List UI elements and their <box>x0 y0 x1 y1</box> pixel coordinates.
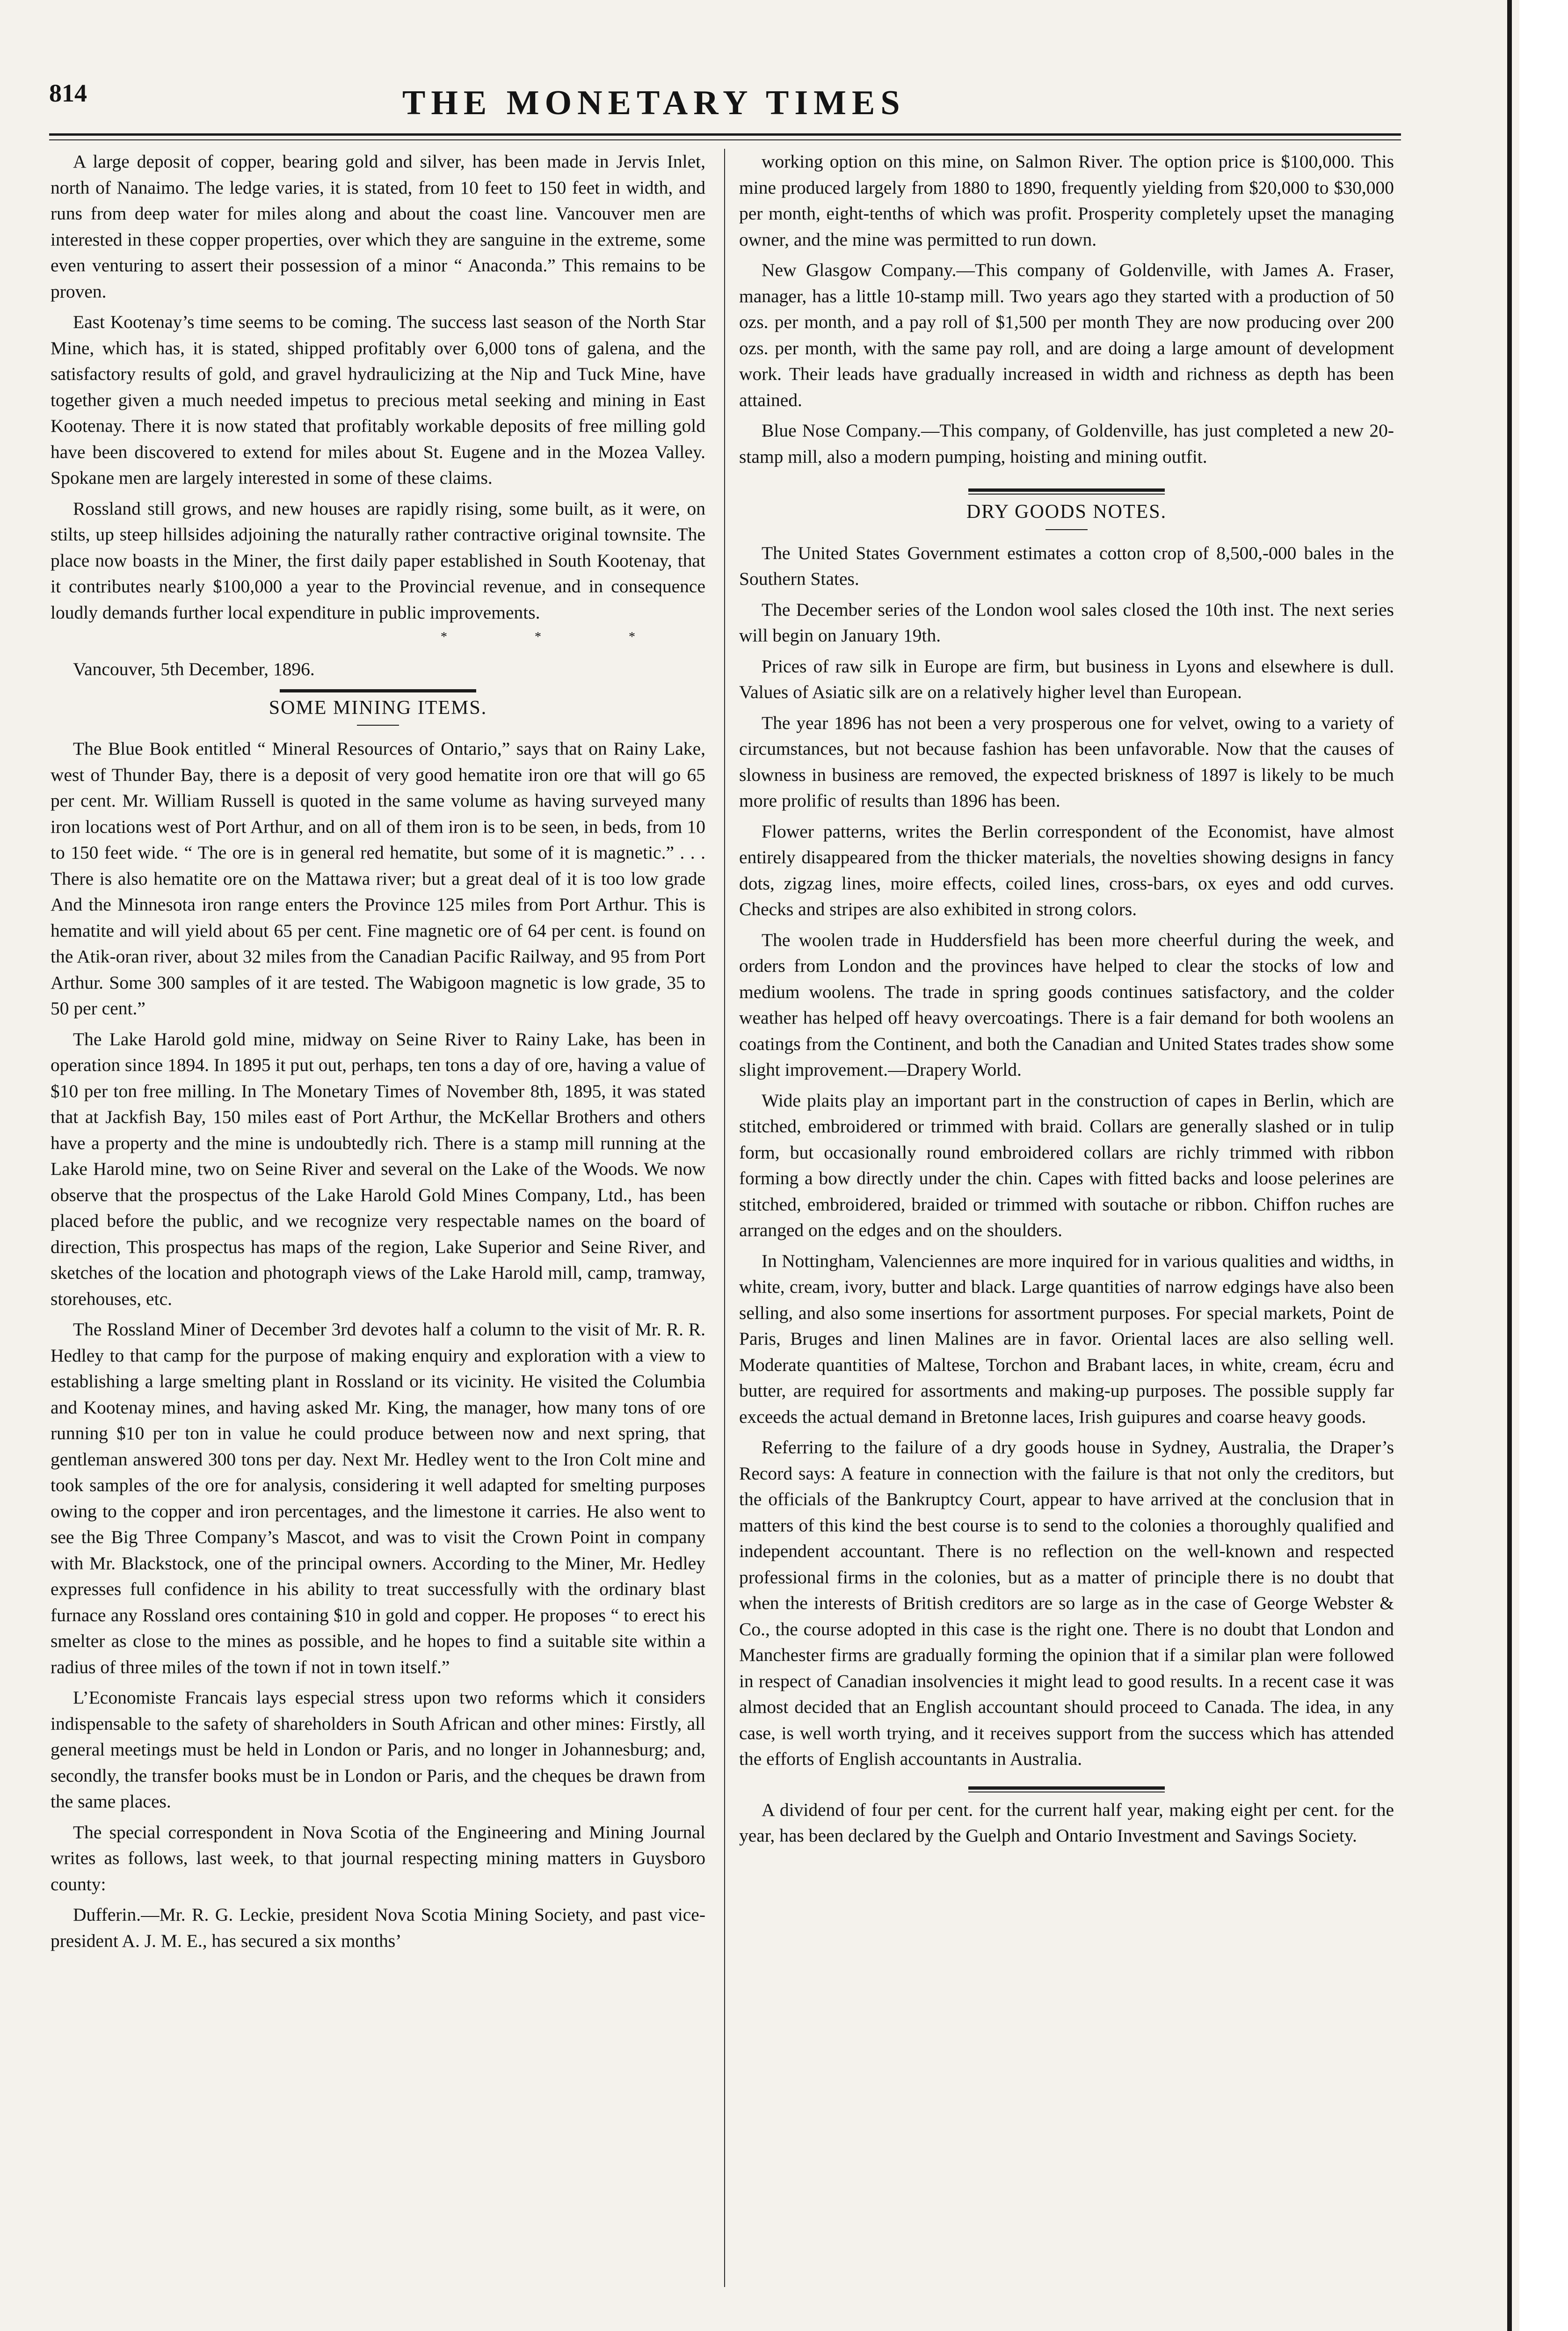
article-paragraph: working option on this mine, on Salmon River. The option price is $100,000. This mine produced largely from 1880 to 1890, frequently yielding from $20,000 to $30,000 per month, eight-tenths of which was profit. Prosperity completely upset the managing owner, and the mine was permitted to run down. <box>739 151 1394 250</box>
article-paragraph: The Blue Book entitled “ Mineral Resources of Ontario,” says that on Rainy Lake, west of Thunder Bay, there is a deposit of very good hematite iron ore that will go 65 per cent. Mr. William Russell is quoted in the same volume as having surveyed many iron locations west of Port Arthur, and on all of them iron is to be seen, in beds, from 10 to 150 feet wide. “ The ore is in general red hematite, but some of it is magnetic.” . . . There is also hematite ore on the Mattawa river; but a great deal of it is too low grade And the Minnesota iron range enters the Province 125 miles from Port Arthur. This is hematite and will yield about 65 per cent. Fine magnetic ore of 64 per cent. is found on the Atik-oran river, about 32 miles from the Canadian Pacific Railway, and 95 from Port Arthur. Some 300 samples of it are tested. The Wabigoon magnetic is low grade, 35 to 50 per cent.” <box>51 738 705 1019</box>
left-column <box>51 149 705 1959</box>
header-rule <box>49 133 1401 136</box>
article-paragraph: Wide plaits play an important part in the construction of capes in Berlin, which are stitched, embroidered or trimmed with braid. Collars are generally slashed or in tulip form, but occasionally round embroidered collars are richly trimmed with ribbon forming a bow directly under the chin. Capes with fitted backs and loose pelerines are stitched, embroidered, braided or trimmed with soutache or ribbon. Chiffon ruches are arranged on the edges and on the shoulders. <box>739 1090 1394 1240</box>
article-paragraph: Dufferin.—Mr. R. G. Leckie, president Nova Scotia Mining Society, and past vice-president A. J. M. E., has secured a six months’ <box>51 1904 705 1951</box>
article-paragraph: A dividend of four per cent. for the current half year, making eight per cent. for the year, has been declared by the Guelph and Ontario Investment and Savings Society. <box>739 1799 1394 1846</box>
article-paragraph: New Glasgow Company.—This company of Goldenville, with James A. Fraser, manager, has a little 10-stamp mill. Two years ago they started with a production of 50 ozs. per month, and a pay roll of $1,500 per month They are now producing over 200 ozs. per month, with the same pay roll, and are doing a large amount of development work. Their leads have gradually increased in width and richness as depth has been attained. <box>739 260 1394 410</box>
article-paragraph: In Nottingham, Valenciennes are more inquired for in various qualities and widths, in white, cream, ivory, butter and black. Large quantities of narrow edgings have also been selling, and also some insertions for assortment purposes. For special markets, Point de Paris, Bruges and linen Malines are in favor. Oriental laces are also selling well. Moderate quantities of Maltese, Torchon and Brabant laces, in white, cream, écru and butter, are required for assortments and making-up purposes. The possible supply far exceeds the actual demand in Bretonne laces, Irish guipures and coarse heavy goods. <box>739 1250 1394 1427</box>
article-paragraph: Prices of raw silk in Europe are firm, but business in Lyons and elsewhere is dull. Values of Asiatic silk are on a relatively higher level than European. <box>739 656 1394 702</box>
article-paragraph: The Rossland Miner of December 3rd devotes half a column to the visit of Mr. R. R. Hedley to that camp for the purpose of making enquiry and exploration with a view to establishing a large smelting plant in Rossland or its vicinity. He visited the Columbia and Kootenay mines, and having asked Mr. King, the manager, how many tons of ore running $10 per ton in value he could produce between now and next spring, that gentleman answered 300 tons per day. Next Mr. Hedley went to the Iron Colt mine and took samples of the ore for analysis, considering it well adapted for smelting purposes owing to the copper and iron percentages, and the limestone it carries. He also went to see the Big Three Company’s Mascot, and was to visit the Crown Point in company with Mr. Blackstock, one of the principal owners. According to the Miner, Mr. Hedley expresses full confidence in his ability to treat successfully with the ordinary blast furnace any Rossland ores containing $10 in gold and copper. He proposes “ to erect his smelter as close to the mines as possible, and he hopes to find a suitable site within a radius of three miles of the town if not in town itself.” <box>51 1319 705 1677</box>
column-divider <box>724 149 725 2287</box>
section-rule-thin <box>968 494 1165 495</box>
header-rule-thin <box>49 139 1401 140</box>
article-paragraph: Blue Nose Company.—This company, of Goldenville, has just completed a new 20-stamp mill, also a modern pumping, hoisting and mining outfit. <box>739 420 1394 467</box>
article-paragraph: East Kootenay’s time seems to be coming. The success last season of the North Star Mine, which has, it is stated, shipped profitably over 6,000 tons of galena, and the satisfactory results of gold, and gravel hydraulicizing at the Nip and Tuck Mine, have together given a much needed impetus to precious metal seeking and mining in East Kootenay. There it is now stated that profitably workable deposits of free milling gold have been discovered to extend for miles about St. Eugene and in the Mozea Valley. Spokane men are largely interested in some of these claims. <box>51 312 705 488</box>
article-paragraph: The special correspondent in Nova Scotia of the Engineering and Mining Journal writes as follows, last week, to that journal respecting mining matters in Guysboro county: <box>51 1821 705 1894</box>
article-paragraph: The United States Government estimates a cotton crop of 8,500,-000 bales in the Southern States. <box>739 542 1394 589</box>
heading-rule <box>357 725 399 726</box>
section-rule <box>968 488 1165 492</box>
section-rule <box>968 1786 1165 1790</box>
scan-margin <box>1519 0 1568 2331</box>
section-rule <box>280 689 476 692</box>
section-heading: DRY GOODS NOTES. <box>966 501 1167 523</box>
dateline: Vancouver, 5th December, 1896. <box>73 659 315 679</box>
article-paragraph: L’Economiste Francais lays especial stress upon two reforms which it considers indispensable to the safety of shareholders in South African and other mines: Firstly, all general meetings must be held in London or Paris, and no longer in Johannesburg; and, secondly, the transfer books must be in London or Paris, and the cheques be drawn from the same places. <box>51 1687 705 1812</box>
article-paragraph: The year 1896 has not been a very prosperous one for velvet, owing to a variety of circumstances, but not because fashion has been unfavorable. Now that the causes of slowness in business are removed, the expected briskness of 1897 is likely to be much more prolific of results than 1896 has been. <box>739 712 1394 811</box>
scan-edge-shadow <box>1507 0 1512 2331</box>
article-paragraph: Flower patterns, writes the Berlin correspondent of the Economist, have almost entirely disappeared from the thicker materials, the novelties showing designs in fancy dots, zigzag lines, moire effects, coiled lines, cross-bars, ox eyes and odd curves. Checks and stripes are also exhibited in strong colors. <box>739 821 1394 919</box>
article-paragraph: The woolen trade in Huddersfield has been more cheerful during the week, and orders from London and the provinces have helped to clear the stocks of low and medium woolens. The trade in spring goods continues satisfactory, and the colder weather has helped off heavy overcoatings. There is a fair demand for both woolens an coatings from the Continent, and both the Canadian and United States trades show some slight improvement.—Drapery World. <box>739 929 1394 1080</box>
heading-rule <box>1045 529 1088 530</box>
article-paragraph: The December series of the London wool sales closed the 10th inst. The next series will begin on January 19th. <box>739 599 1394 646</box>
section-heading: SOME MINING ITEMS. <box>269 697 487 719</box>
page-number: 814 <box>49 79 87 107</box>
article-paragraph: The Lake Harold gold mine, midway on Seine River to Rainy Lake, has been in operation since 1894. In 1895 it put out, perhaps, ten tons a day of ore, having a value of $10 per ton free milling. In The Monetary Times of November 8th, 1895, it was stated that at Jackfish Bay, 150 miles east of Port Arthur, the McKellar Brothers and others have a property and the mine is undoubtedly rich. There is a stamp mill running at the Lake Harold mine, two on Seine River and several on the Lake of the Woods. We now observe that the prospectus of the Lake Harold Gold Mines Company, Ltd., has been placed before the public, and we recognize very respectable names on the board of direction, This prospectus has maps of the region, Lake Superior and Seine River, and sketches of the location and photograph views of the Lake Harold mill, camp, tramway, storehouses, etc. <box>51 1028 705 1309</box>
masthead: THE MONETARY TIMES <box>402 84 906 122</box>
section-stars: * * * <box>441 630 677 644</box>
article-paragraph: A large deposit of copper, bearing gold and silver, has been made in Jervis Inlet, north of Nanaimo. The ledge varies, it is stated, from 10 feet to 150 feet in width, and runs from deep water for miles along and about the coast line. Vancouver men are interested in these copper properties, over which they are sanguine in the extreme, some even venturing to assert their possession of a minor “ Anaconda.” This remains to be proven. <box>51 151 705 302</box>
article-paragraph: Rossland still grows, and new houses are rapidly rising, some built, as it were, on stilts, up steep hillsides adjoining the naturally rather contractive original townsite. The place now boasts in the Miner, the first daily paper established in South Kootenay, that it contributes nearly $100,000 a year to the Provincial revenue, and in consequence loudly demands further local expenditure in public improvements. <box>51 498 705 623</box>
right-column <box>739 149 1394 1854</box>
article-paragraph: Referring to the failure of a dry goods house in Sydney, Australia, the Draper’s Record says: A feature in connection with the failure is that not only the creditors, but the officials of the Bankruptcy Court, appear to have arrived at the conclusion that in matters of this kind the best course is to send to the colonies a thoroughly qualified and independent accountant. There is no reflection on the well-known and respected professional firms in the colonies, but as a matter of principle there is no doubt that when the interests of British creditors are so large as in the case of George Webster & Co., the course adopted in this case is the right one. There is no doubt that London and Manchester firms are gradually forming the opinion that if a similar plan were followed in respect of Canadian insolvencies it might lead to good results. In a recent case it was almost decided that an English accountant should proceed to Canada. The idea, in any case, is well worth trying, and it receives support from the success which has attended the efforts of English accountants in Australia. <box>739 1437 1394 1769</box>
